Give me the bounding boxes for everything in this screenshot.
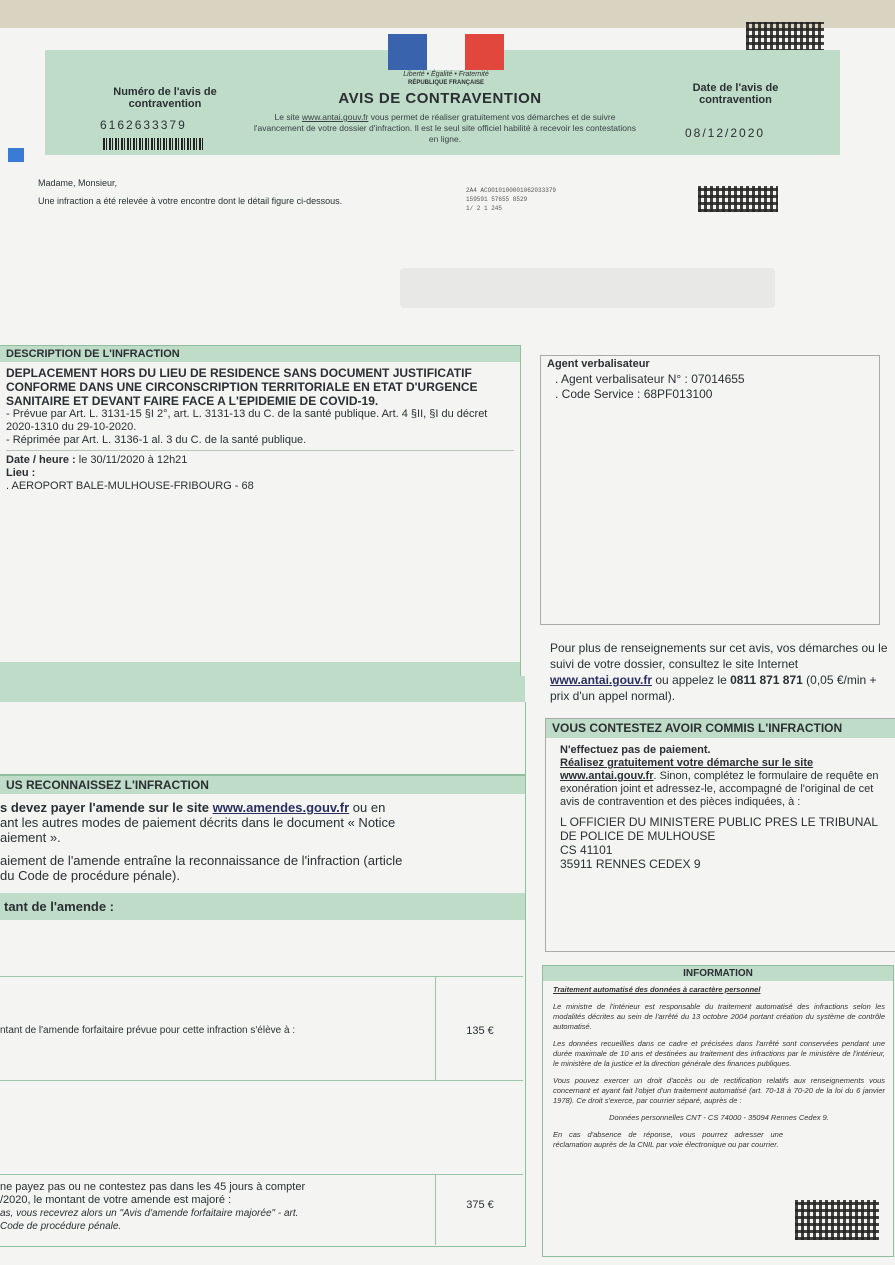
info-text-3: (0,05 €/min + prix d'un appel normal). <box>550 673 877 703</box>
amount-row-3 <box>0 1174 523 1245</box>
info-heading: Traitement automatisé des données à caractère personnel <box>553 985 761 994</box>
reference-codes <box>466 186 556 213</box>
recognition-line-2: du Code de procédure pénale). <box>0 868 180 883</box>
pay-line-2: ant les autres modes de paiement décrits dans le document « Notice <box>0 815 396 830</box>
amount-375-value: 375 € <box>466 1199 494 1211</box>
info-paragraph-1: Le ministre de l'intérieur est responsable du traitement automatisé des infractions selon les modalités décrites au sein de l'arrêté du 13 octobre 2004 portant création du système de contrôle automatisé. <box>553 1002 885 1031</box>
amount-band: tant de l'amende : <box>0 893 525 920</box>
republic-motto: Liberté • Égalité • Fraternité <box>403 71 489 78</box>
notice-paper <box>0 28 895 1265</box>
green-strip <box>0 676 525 702</box>
contest-address-1: L OFFICIER DU MINISTERE PUBLIC PRES LE TRIBUNAL DE POLICE DE MULHOUSE <box>560 815 878 843</box>
ref-line-3: 1/ 2 1 245 <box>466 205 503 212</box>
phone-number: 0811 871 871 <box>730 673 803 687</box>
qr-code-bottom <box>795 1200 879 1240</box>
legal-reprimee: - Réprimée par Art. L. 3136-1 al. 3 du C. de la santé publique. <box>6 434 307 446</box>
agent-number: . Agent verbalisateur N° : 07014655 <box>555 372 745 386</box>
site-note-post: vous permet de réaliser gratuitement vos démarches et de suivre l'avancement de votre dossier d'infraction. Il est le seul site officiel habilité à recevoir les contestations en ligne. <box>253 112 636 144</box>
blank-box <box>0 702 526 775</box>
amount-row-2 <box>0 1080 523 1181</box>
legal-prevue: - Prévue par Art. L. 3131-15 §I 2°, art. L. 3131-13 du C. de la santé publique. Art. 4 §II, §I du décret 2020-1310 du 29-10-2020. <box>6 408 488 433</box>
date-label: Date / heure : <box>6 454 76 466</box>
info-paragraph-5: En cas d'absence de réponse, vous pourrez adresser une réclamation auprès de la CNIL par voie électronique ou par courrier. <box>553 1130 783 1149</box>
salutation: Madame, Monsieur, <box>38 178 118 188</box>
recognition-line-1: aiement de l'amende entraîne la reconnaissance de l'infraction (article <box>0 853 403 868</box>
amount-135 <box>435 977 524 1081</box>
date-value: le 30/11/2020 à 12h21 <box>75 454 188 466</box>
barcode <box>103 138 203 150</box>
notice-number: 6162633379 <box>100 118 187 132</box>
qr-code-top-right <box>746 22 824 52</box>
contest-instructions: . Sinon, complétez le formulaire de requête en exonération joint et adressez-le, accompagné de l'original de cet avis de contravention et des pièces indiquées, à : <box>560 770 879 808</box>
antai-link[interactable]: www.antai.gouv.fr <box>301 112 369 122</box>
republic-name: RÉPUBLIQUE FRANÇAISE <box>407 80 484 86</box>
description-section <box>0 345 521 677</box>
intro-text: Une infraction a été relevée à votre encontre dont le détail figure ci-dessous. <box>38 196 343 206</box>
lieu-label: Lieu : <box>6 467 36 479</box>
contest-section <box>545 718 895 952</box>
contest-address-3: 35911 RENNES CEDEX 9 <box>560 857 701 871</box>
info-site-text <box>550 640 890 704</box>
info-text-1: Pour plus de renseignements sur cet avis, vos démarches ou le suivi de votre dossier, consultez le site Internet <box>550 641 888 671</box>
contest-address-2: CS 41101 <box>560 843 613 857</box>
late-line-1: ne payez pas ou ne contestez pas dans les 45 jours à compter <box>0 1181 306 1193</box>
late-line-3: as, vous recevrez alors un "Avis d'amende forfaitaire majorée" - art. <box>0 1208 299 1219</box>
antai-link-2[interactable]: www.antai.gouv.fr <box>550 673 653 687</box>
pay-text-post: ou en <box>349 800 386 815</box>
site-note <box>250 112 640 145</box>
amount-row-3-text <box>0 1181 435 1233</box>
no-payment-text: N'effectuez pas de paiement. <box>560 744 711 756</box>
notice-number-label: Numéro de l'avis de contravention <box>113 86 217 110</box>
contest-band: VOUS CONTESTEZ AVOIR COMMIS L'INFRACTION <box>546 719 895 738</box>
late-line-4: Code de procédure pénale. <box>0 1221 122 1232</box>
ref-line-2: 159591 57655 8529 <box>466 196 528 203</box>
amendes-link[interactable]: www.amendes.gouv.fr <box>212 800 350 815</box>
marianne-logo <box>388 34 504 70</box>
info-paragraph-4: Données personnelles CNT - CS 74000 - 35094 Rennes Cedex 9. <box>609 1113 829 1122</box>
recognize-section <box>0 775 526 1247</box>
amount-row-1-label: ntant de l'amende forfaitaire prévue pour cette infraction s'élève à : <box>0 1025 296 1036</box>
agent-title: Agent verbalisateur <box>547 358 650 370</box>
pay-text: s devez payer l'amende sur le site <box>0 800 213 815</box>
notice-date-label: Date de l'avis de contravention <box>692 82 779 106</box>
late-line-2: /2020, le montant de votre amende est majoré : <box>0 1194 232 1206</box>
amount-375 <box>435 1175 524 1245</box>
information-title: INFORMATION <box>543 966 893 981</box>
site-note-pre: Le site <box>274 112 302 122</box>
agent-service-code: . Code Service : 68PF013100 <box>555 387 713 401</box>
information-section <box>542 965 894 1257</box>
info-paragraph-2: Les données recueillies dans ce cadre et précisées dans l'arrêté sont conservées pendant une durée maximale de 10 ans et destinées au traitement des infractions par le ministère de l'intérieur, le ministère de la justice et la direction générale des finances publiques. <box>553 1039 885 1068</box>
qr-code-middle <box>698 186 778 212</box>
redacted-area <box>400 268 775 308</box>
info-text-2: ou appelez le <box>652 673 731 687</box>
notice-date: 08/12/2020 <box>685 126 766 140</box>
offense-text: DEPLACEMENT HORS DU LIEU DE RESIDENCE SANS DOCUMENT JUSTIFICATIF CONFORME DANS UNE CIRCONSCRIPTION TERRITORIALE EN ETAT D'URGENCE SANITAIRE ET DEVANT FAIRE FACE A L'EPIDEMIE DE COVID-19. <box>6 366 478 408</box>
notice-title: AVIS DE CONTRAVENTION <box>338 90 542 107</box>
lieu-value: . AEROPORT BALE-MULHOUSE-FRIBOURG - 68 <box>6 480 254 492</box>
amount-135-value: 135 € <box>466 1025 494 1037</box>
description-band: DESCRIPTION DE L'INFRACTION <box>0 346 520 362</box>
document-icon <box>8 148 24 162</box>
description-footer-band <box>0 662 520 676</box>
pay-line-3: aiement ». <box>0 830 61 845</box>
ref-line-1: 2A4 ACO010100001062033379 <box>466 187 557 194</box>
amount-row-1 <box>0 976 523 1081</box>
info-paragraph-3: Vous pouvez exercer un droit d'accès ou de rectification relatifs aux renseignements vous concernant et ayant fait l'objet d'un traitement automatisé (art. 70-18 à 70-20 de la loi du 6 janvier 1978). Ce droit s'exerce, par courrier séparé, auprès de : <box>553 1076 885 1105</box>
agent-section <box>540 355 880 625</box>
recognize-band: US RECONNAISSEZ L'INFRACTION <box>0 776 525 794</box>
online-contest-link[interactable]: Réalisez gratuitement votre démarche sur le site www.antai.gouv.fr <box>560 757 814 782</box>
